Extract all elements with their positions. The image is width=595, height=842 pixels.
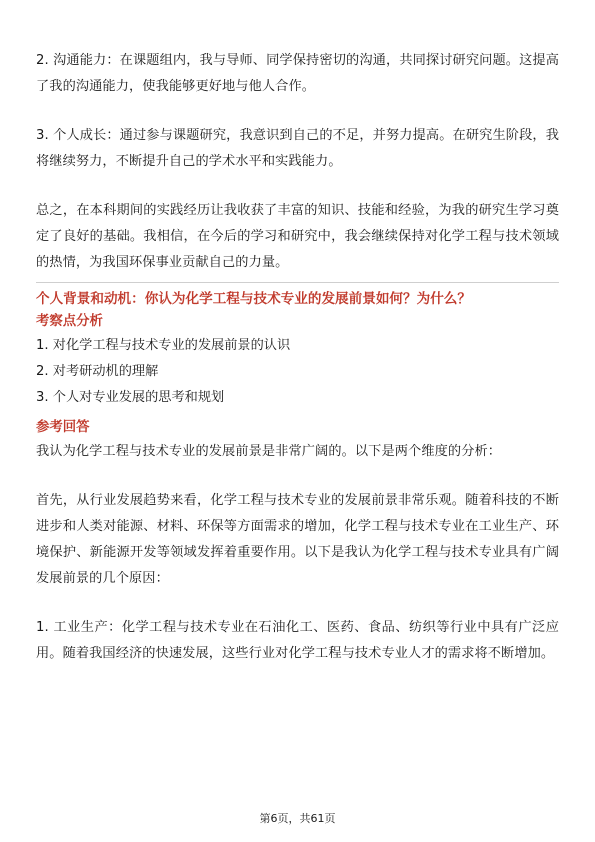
answer-intro: 我认为化学工程与技术专业的发展前景是非常广阔的。以下是两个维度的分析： [36,444,502,459]
answer-paragraph-trend: 首先，从行业发展趋势来看，化学工程与技术专业的发展前景非常乐观。随着科技的不断进步和人类对能源、材料、环保等方面需求的增加，化学工程与技术专业在工业生产、环境保护、新能源开发等领域发挥着重要作用。以下是我认为化学工程与技术专业具有广阔发展前景的几个原因： [36,493,559,586]
section-divider [36,282,559,283]
analysis-item: 2. 对考研动机的理解 [36,364,159,379]
page-footer: 第6页，共61页 [259,812,336,825]
analysis-label: 考察点分析 [36,314,103,329]
document-page [36,48,559,667]
analysis-item: 3. 个人对专业发展的思考和规划 [36,390,225,405]
answer-label: 参考回答 [36,420,90,435]
answer-paragraph-industry: 1. 工业生产：化学工程与技术专业在石油化工、医药、食品、纺织等行业中具有广泛应用。随着我国经济的快速发展，这些行业对化学工程与技术专业人才的需求将不断增加。 [36,620,559,661]
analysis-item: 1. 对化学工程与技术专业的发展前景的认识 [36,338,291,353]
paragraph-personal-growth: 3. 个人成长：通过参与课题研究，我意识到自己的不足，并努力提高。在研究生阶段，我将继续努力，不断提升自己的学术水平和实践能力。 [36,128,559,169]
paragraph-communication: 2. 沟通能力：在课题组内，我与导师、同学保持密切的沟通，共同探讨研究问题。这提高了我的沟通能力，使我能够更好地与他人合作。 [36,53,559,94]
question-title: 个人背景和动机：你认为化学工程与技术专业的发展前景如何？为什么？ [36,291,471,307]
paragraph-summary: 总之，在本科期间的实践经历让我收获了丰富的知识、技能和经验，为我的研究生学习奠定了良好的基础。我相信，在今后的学习和研究中，我会继续保持对化学工程与技术领域的热情，为我国环保事业贡献自己的力量。 [36,203,559,270]
